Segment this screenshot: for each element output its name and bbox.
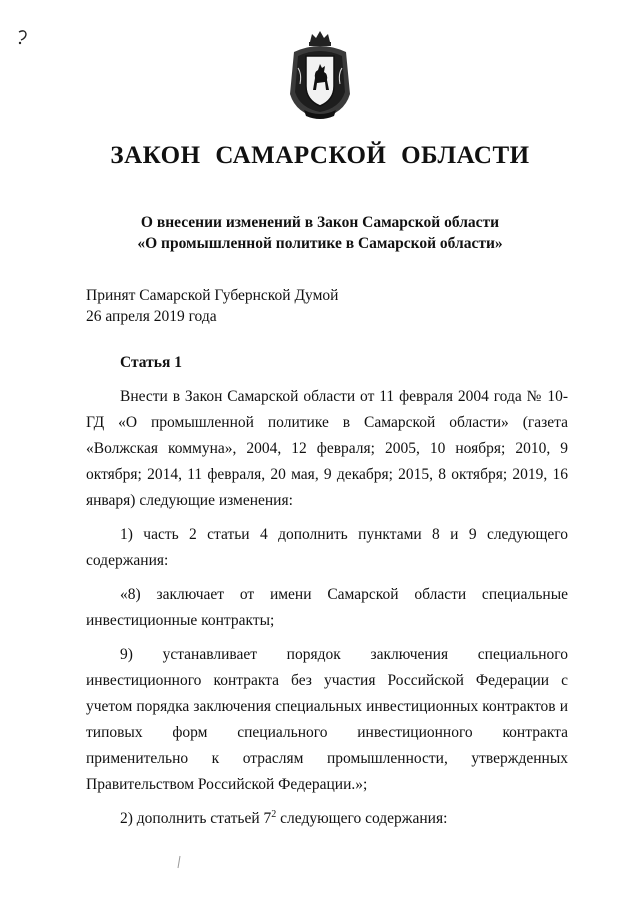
adoption-body: Принят Самарской Губернской Думой: [86, 287, 339, 304]
subtitle-line: «О промышленной политике в Самарской области»: [137, 235, 503, 252]
article-body: [86, 350, 568, 840]
list-item-2-text-end: следующего содержания:: [276, 810, 448, 827]
list-item-2-text: 2) дополнить статьей 7: [120, 810, 272, 827]
coat-of-arms-icon: [284, 28, 356, 122]
margin-mark-icon: [16, 28, 30, 48]
list-item-2: [86, 806, 568, 832]
list-item-1: 1) часть 2 статьи 4 дополнить пунктами 8 и 9 следующего содержания:: [86, 526, 568, 569]
article-heading: Статья 1: [120, 354, 182, 371]
adoption-note: [86, 285, 338, 327]
law-title: ЗАКОН САМАРСКОЙ ОБЛАСТИ: [110, 142, 530, 169]
article-intro-paragraph: Внести в Закон Самарской области от 11 февраля 2004 года № 10-ГД «О промышленной политике в Самарской области» (газета «Волжская коммуна», 2004, 12 февраля; 2005, 10 ноября; 2010, 9 октября; 2014, 11 февраля, 20 мая, 9 декабря; 2015, 8 октября; 2019, 16 января) следующие изменения:: [86, 388, 568, 509]
list-item-1-point-8: «8) заключает от имени Самарской области специальные инвестиционные контракты;: [86, 586, 568, 629]
stray-mark-icon: [176, 855, 182, 869]
law-subtitle: [0, 212, 640, 254]
superscript-index: 2: [271, 808, 277, 820]
subtitle-line: О внесении изменений в Закон Самарской области: [140, 214, 500, 231]
list-item-1-point-9: 9) устанавливает порядок заключения специального инвестиционного контракта без участия Российской Федерации с учетом порядка заключения специальных инвестиционных контрактов и типовых форм специального инвестиционного контракта применительно к отраслям промышленности, утвержденных Правительством Российской Федерации.»;: [86, 646, 568, 793]
adoption-date: 26 апреля 2019 года: [86, 308, 217, 325]
